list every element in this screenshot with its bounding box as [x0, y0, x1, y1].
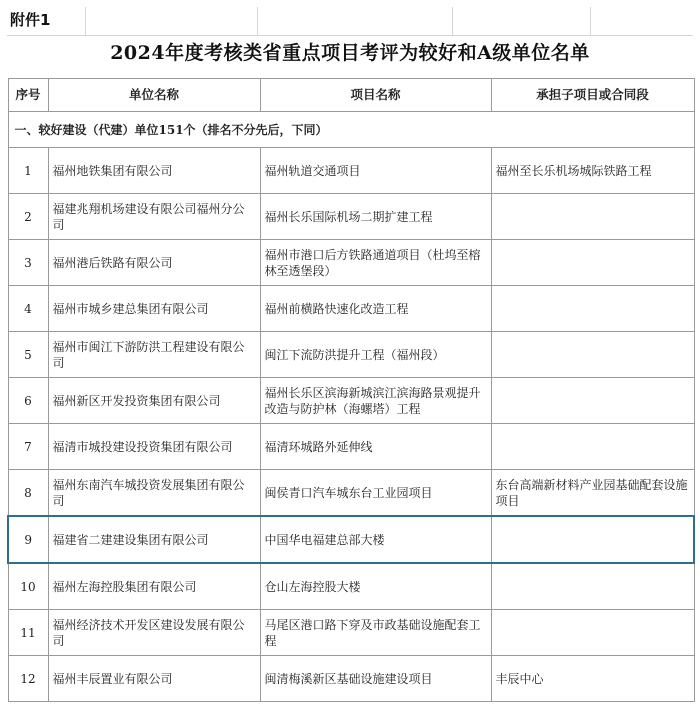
attachment-label: 附件1: [10, 11, 51, 29]
subproject-cell[interactable]: [491, 240, 694, 286]
project-name-cell[interactable]: 福州前横路快速化改造工程: [260, 286, 491, 332]
table-row[interactable]: [8, 470, 694, 517]
row-index: 10: [8, 563, 48, 610]
project-name-cell[interactable]: 马尾区港口路下穿及市政基础设施配套工程: [260, 610, 491, 656]
unit-name-cell[interactable]: 福州港后铁路有限公司: [48, 240, 260, 286]
unit-name-cell[interactable]: 福建省二建建设集团有限公司: [48, 516, 260, 563]
project-name-cell[interactable]: 仓山左海控股大楼: [260, 563, 491, 610]
project-name-cell[interactable]: 闽江下流防洪提升工程（福州段）: [260, 332, 491, 378]
table-row[interactable]: [8, 148, 694, 194]
row-index: 12: [8, 656, 48, 702]
project-name-cell[interactable]: 闽清梅溪新区基础设施建设项目: [260, 656, 491, 702]
project-name-cell[interactable]: 中国华电福建总部大楼: [260, 516, 491, 563]
project-name-cell[interactable]: 福清环城路外延伸线: [260, 424, 491, 470]
unit-name-cell[interactable]: 福州市城乡建总集团有限公司: [48, 286, 260, 332]
table-row[interactable]: [8, 563, 694, 610]
unit-name-cell[interactable]: 福州丰辰置业有限公司: [48, 656, 260, 702]
table-row[interactable]: [8, 424, 694, 470]
subproject-cell[interactable]: 丰辰中心: [491, 656, 694, 702]
section-row: [8, 112, 694, 148]
project-name-cell[interactable]: 福州轨道交通项目: [260, 148, 491, 194]
header-row: [8, 79, 694, 112]
unit-list-table: [7, 78, 695, 702]
table-row-selected[interactable]: [8, 516, 694, 563]
column-header-subproject: 承担子项目或合同段: [491, 79, 694, 112]
project-name-cell[interactable]: 闽侯青口汽车城东台工业园项目: [260, 470, 491, 517]
row-index: 6: [8, 378, 48, 424]
subproject-cell[interactable]: 福州至长乐机场城际铁路工程: [491, 148, 694, 194]
row-index: 8: [8, 470, 48, 517]
column-header-index: 序号: [8, 79, 48, 112]
subproject-cell[interactable]: [491, 563, 694, 610]
row-index: 2: [8, 194, 48, 240]
table-row[interactable]: [8, 194, 694, 240]
table-row[interactable]: [8, 656, 694, 702]
subproject-cell[interactable]: [491, 516, 694, 563]
column-header-unit: 单位名称: [48, 79, 260, 112]
unit-name-cell[interactable]: 福州左海控股集团有限公司: [48, 563, 260, 610]
row-index: 1: [8, 148, 48, 194]
project-name-cell[interactable]: 福州长乐区滨海新城滨江滨海路景观提升改造与防护林（海螺塔）工程: [260, 378, 491, 424]
column-header-project: 项目名称: [260, 79, 491, 112]
unit-name-cell[interactable]: 福州新区开发投资集团有限公司: [48, 378, 260, 424]
subproject-cell[interactable]: [491, 610, 694, 656]
unit-name-cell[interactable]: 福清市城投建设投资集团有限公司: [48, 424, 260, 470]
row-index: 4: [8, 286, 48, 332]
subproject-cell[interactable]: [491, 424, 694, 470]
subproject-cell[interactable]: [491, 332, 694, 378]
section-label: 一、较好建设（代建）单位151个（排名不分先后，下同）: [8, 112, 694, 148]
subproject-cell[interactable]: [491, 194, 694, 240]
unit-name-cell[interactable]: 福建兆翔机场建设有限公司福州分公司: [48, 194, 260, 240]
subproject-cell[interactable]: [491, 378, 694, 424]
table-row[interactable]: [8, 610, 694, 656]
table-row[interactable]: [8, 286, 694, 332]
unit-name-cell[interactable]: 福州东南汽车城投资发展集团有限公司: [48, 470, 260, 517]
table-row[interactable]: [8, 378, 694, 424]
row-index: 5: [8, 332, 48, 378]
row-index: 7: [8, 424, 48, 470]
row-index: 11: [8, 610, 48, 656]
subproject-cell[interactable]: [491, 286, 694, 332]
subproject-cell[interactable]: 东台高端新材料产业园基础配套设施项目: [491, 470, 694, 517]
row-index: 3: [8, 240, 48, 286]
project-name-cell[interactable]: 福州市港口后方铁路通道项目（杜坞至榕林至透堡段）: [260, 240, 491, 286]
unit-name-cell[interactable]: 福州市闽江下游防洪工程建设有限公司: [48, 332, 260, 378]
unit-name-cell[interactable]: 福州地铁集团有限公司: [48, 148, 260, 194]
unit-name-cell[interactable]: 福州经济技术开发区建设发展有限公司: [48, 610, 260, 656]
row-index: 9: [8, 516, 48, 563]
table-row[interactable]: [8, 332, 694, 378]
project-name-cell[interactable]: 福州长乐国际机场二期扩建工程: [260, 194, 491, 240]
document-title: 2024年度考核类省重点项目考评为较好和A级单位名单: [110, 42, 590, 64]
table-row[interactable]: [8, 240, 694, 286]
